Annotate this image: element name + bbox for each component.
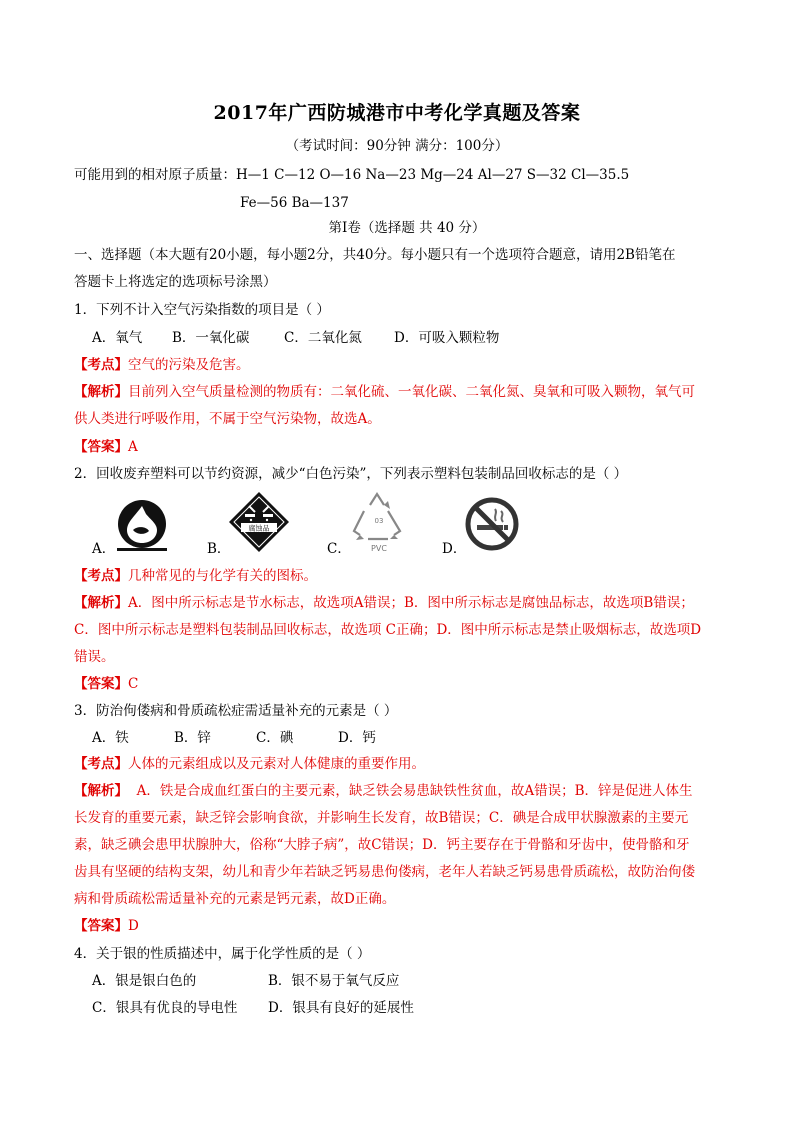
question-2-analysis-line-3: 错误。	[74, 649, 115, 665]
option-d: D．钙	[338, 730, 376, 746]
analysis-tag: 【解析】	[74, 783, 128, 799]
option-b: B．一氧化碳	[172, 330, 250, 346]
option-c: C．	[327, 541, 351, 557]
point-tag: 【考点】	[74, 568, 128, 584]
option-a: A．氧气	[92, 330, 143, 346]
question-1-analysis-line-1	[74, 383, 695, 401]
question-3-point	[74, 755, 425, 773]
option-c: C．二氧化氮	[284, 330, 362, 346]
question-2-analysis-line-2: C．图中所示标志是塑料包装制品回收标志，故选项 C正确；D．图中所示标志是禁止吸烟标志，故选项D	[74, 622, 702, 638]
question-4-stem: 4．关于银的性质描述中，属于化学性质的是（ ）	[74, 946, 371, 962]
water-saving-icon	[113, 500, 171, 552]
option-a: A．	[92, 541, 116, 557]
option-a: A．铁	[92, 730, 129, 746]
analysis-text: 目前列入空气质量检测的物质有：二氧化硫、一氧化碳、二氧化氮、臭氧和可吸入颗物，氧气可	[128, 384, 695, 400]
question-2-answer	[74, 675, 138, 693]
option-b: B．锌	[174, 730, 211, 746]
question-3-answer	[74, 917, 139, 935]
analysis-text: A．图中所示标志是节水标志，故选项A错误；B．图中所示标志是腐蚀品标志，故选项B错误；	[128, 595, 694, 611]
answer-value: D	[128, 918, 139, 934]
point-text: 人体的元素组成以及元素对人体健康的重要作用。	[128, 756, 425, 772]
option-b: B．	[207, 541, 231, 557]
point-text: 几种常见的与化学有关的图标。	[128, 568, 317, 584]
option-a: A．银是银白色的	[92, 973, 197, 989]
question-2-analysis-line-1	[74, 594, 694, 612]
question-3-stem: 3．防治佝偻病和骨质疏松症需适量补充的元素是（ ）	[74, 703, 398, 719]
document-title: 2017年广西防城港市中考化学真题及答案	[213, 102, 581, 124]
option-c: C．银具有优良的导电性	[92, 1000, 238, 1016]
no-smoking-icon	[465, 497, 519, 551]
corrosive-label: 腐蚀品	[248, 524, 270, 533]
exam-info: （考试时间：90分钟 满分：100分）	[285, 138, 509, 154]
question-1-options	[92, 329, 499, 347]
question-3-analysis-line-3: 素，缺乏碘会患甲状腺肿大，俗称“大脖子病”，故C错误；D．钙主要存在于骨骼和牙齿中，使骨骼和牙	[74, 837, 690, 853]
option-d: D．银具有良好的延展性	[268, 1000, 414, 1016]
question-2-stem: 2．回收废弃塑料可以节约资源，减少“白色污染”，下列表示塑料包装制品回收标志的是（ ）	[74, 466, 628, 482]
question-1-point	[74, 356, 250, 374]
point-text: 空气的污染及危害。	[128, 357, 250, 373]
question-1-stem: 1．下列不计入空气污染指数的项目是（ ）	[74, 302, 330, 318]
point-tag: 【考点】	[74, 357, 128, 373]
point-tag: 【考点】	[74, 756, 128, 772]
question-4-options-row-2	[92, 999, 414, 1017]
atomic-masses-line-1: 可能用到的相对原子质量：H—1 C—12 O—16 Na—23 Mg—24 Al—27 S—32 Cl—35.5	[74, 167, 630, 183]
section-intro-line-2: 答题卡上将选定的选项标号涂黑）	[74, 274, 277, 290]
question-3-analysis-line-4: 齿具有坚硬的结构支架，幼儿和青少年若缺乏钙易患佝偻病，老年人若缺乏钙易患骨质疏松，故防治佝偻	[74, 864, 695, 880]
option-d: D．可吸入颗粒物	[394, 330, 500, 346]
question-3-options	[92, 729, 376, 747]
question-3-analysis-line-1	[74, 782, 693, 800]
answer-tag: 【答案】	[74, 439, 128, 455]
option-b: B．银不易于氧气反应	[268, 973, 400, 989]
question-3-analysis-line-5: 病和骨质疏松需适量补充的元素是钙元素，故D正确。	[74, 891, 396, 907]
analysis-text: A．铁是合成血红蛋白的主要元素，缺乏铁会易患缺铁性贫血，故A错误；B．锌是促进人体生	[128, 783, 693, 799]
atomic-masses-line-2: Fe—56 Ba—137	[240, 195, 349, 211]
corrosive-icon	[227, 490, 291, 554]
answer-tag: 【答案】	[74, 676, 128, 692]
answer-tag: 【答案】	[74, 918, 128, 934]
analysis-tag: 【解析】	[74, 595, 128, 611]
question-2-point	[74, 567, 317, 585]
question-4-options-row-1	[92, 972, 399, 990]
analysis-tag: 【解析】	[74, 384, 128, 400]
question-3-analysis-line-2: 长发育的重要元素，缺乏锌会影响食欲，并影响生长发育，故B错误；C．碘是合成甲状腺激素的主要元	[74, 810, 689, 826]
section-intro-line-1: 一、选择题（本大题有20小题，每小题2分，共40分。每小题只有一个选项符合题意，请用2B铅笔在	[74, 247, 676, 263]
recycle-number: 03	[374, 517, 384, 525]
recycle-pvc-icon	[348, 491, 410, 553]
option-d: D．	[442, 541, 467, 557]
answer-value: C	[128, 676, 139, 692]
question-1-analysis-line-2: 供人类进行呼吸作用，不属于空气污染物，故选A。	[74, 411, 381, 427]
answer-value: A	[128, 439, 138, 455]
recycle-label: PVC	[371, 544, 387, 553]
section-title: 第Ⅰ卷（选择题 共 40 分）	[328, 220, 486, 236]
option-c: C．碘	[256, 730, 294, 746]
question-1-answer	[74, 438, 138, 456]
